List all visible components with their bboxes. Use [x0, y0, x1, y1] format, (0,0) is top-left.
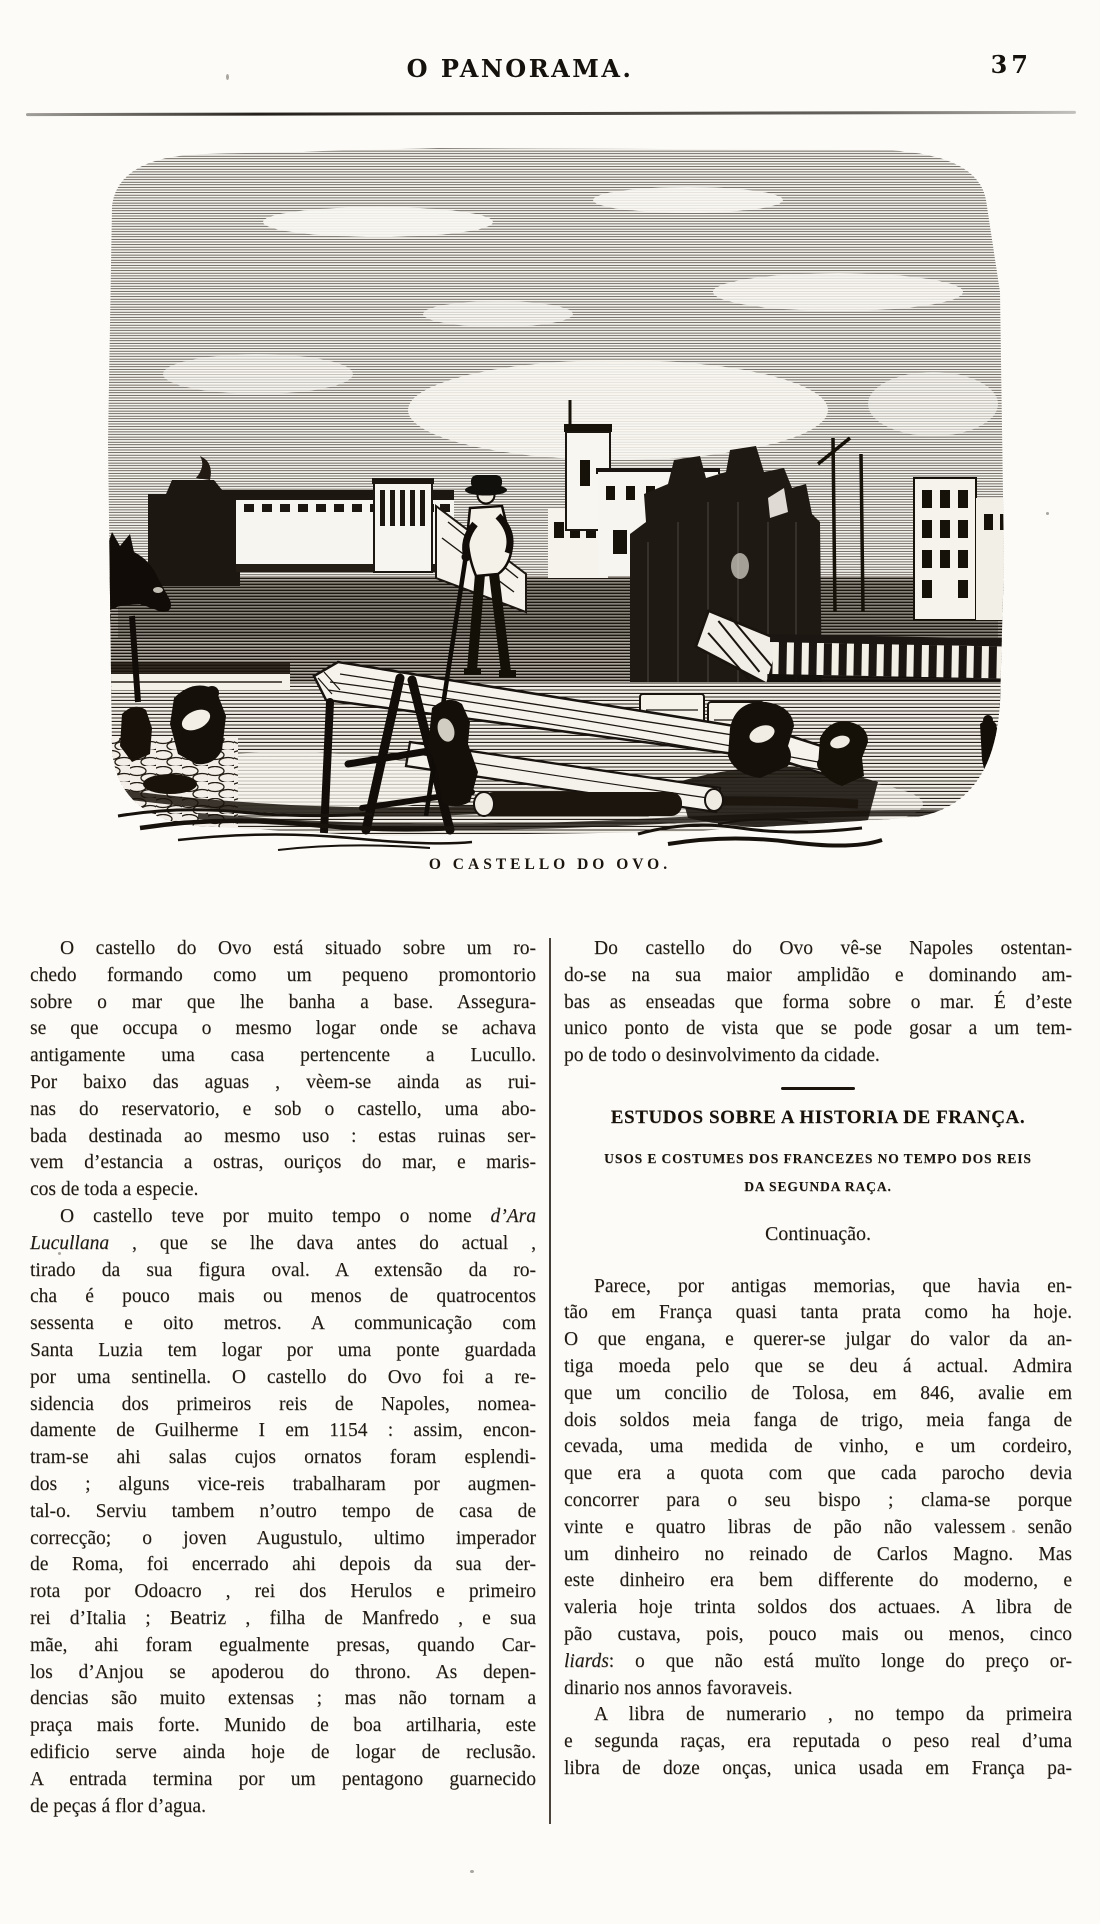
- continuation-label: Continuação.: [764, 1222, 872, 1245]
- text-line: tão em França quasi tanta prata como ha hoje.: [564, 1302, 1072, 1324]
- text-line: bada destinada ao mesmo uso : estas ruinas ser-: [30, 1125, 536, 1147]
- section-subtitle-line1: USOS E COSTUMES DOS FRANCEZES NO TEMPO DOS REIS: [604, 1150, 1032, 1166]
- text-line: se que occupa o mesmo logar onde se achava: [30, 1018, 536, 1040]
- header-rule: [26, 111, 1076, 116]
- text-line: tal-o. Serviu tambem n’outro tempo de casa de: [30, 1500, 536, 1522]
- text-line: do-se na sua maior amplidão e dominando am-: [564, 964, 1072, 986]
- text-line: antigamente uma casa pertencente a Lucullo.: [30, 1045, 536, 1067]
- text-line: mãe, ahi foram egualmente presas, quando Car-: [30, 1634, 536, 1656]
- text-line: pão custava, pois, pouco mais ou menos, cinco: [564, 1623, 1072, 1645]
- section-divider-rule: [781, 1087, 855, 1090]
- text-line: libra de doze onças, unica usada em França pa-: [564, 1757, 1072, 1779]
- woodcut-engraving: [78, 142, 1018, 868]
- text-line: de peças á flor d’agua.: [30, 1795, 206, 1817]
- text-line: dos ; alguns vice-reis trabalharam por augmen-: [30, 1473, 536, 1495]
- text-line: A libra de numerario , no tempo da primeira: [594, 1704, 1072, 1726]
- sea-shadow: [118, 582, 998, 638]
- text-line: unico ponto de vista que se pode gosar a um tem-: [564, 1018, 1072, 1040]
- text-line: vinte e quatro libras de pão não valessem senão: [564, 1516, 1072, 1538]
- section-title: ESTUDOS SOBRE A HISTORIA DE FRANÇA.: [610, 1106, 1026, 1128]
- text-line: dois soldos meia fanga de trigo, meia fanga de: [564, 1409, 1072, 1431]
- text-line: tiga moeda pelo que se deu á actual. Admira: [564, 1355, 1072, 1377]
- text-line: sidencia dos primeiros reis de Napoles, nomea-: [30, 1393, 536, 1415]
- text-line: vem d’estancia a ostras, ouriços do mar, e maris-: [30, 1152, 536, 1174]
- scan-speck: [1046, 512, 1049, 515]
- text-line: valeria hoje trinta soldos dos actuaes. A libra de: [564, 1597, 1072, 1619]
- engraving-vignette: [78, 142, 1018, 836]
- text-line: praça mais forte. Munido de boa artilharia, este: [30, 1715, 536, 1737]
- left-text-column: [30, 936, 536, 1820]
- text-line: Santa Luzia tem logar por uma ponte guardada: [30, 1339, 536, 1361]
- text-line: O que engana, e querer-se julgar do valor da an-: [564, 1329, 1072, 1351]
- scan-speck: [1012, 1530, 1015, 1533]
- text-line: que um concilio de Tolosa, em 846, avalie em: [564, 1382, 1072, 1404]
- text-line: bas as enseadas que forma sobre o mar. É d’este: [564, 991, 1072, 1013]
- text-line: chedo formando como um pequeno promontorio: [30, 964, 536, 986]
- section-subtitle-line2: DA SEGUNDA RAÇA.: [744, 1178, 892, 1194]
- text-line: liards: o que não está muïto longe do preço or-: [564, 1650, 1072, 1672]
- text-line: damente de Guilherme I em 1154 : assim, encon-: [30, 1420, 536, 1442]
- paragraph: [564, 936, 1072, 1070]
- text-line: tram-se ahi salas cujos ornatos foram esplendi-: [30, 1447, 536, 1469]
- text-line: cevada, uma medida de vinho, e um cordeiro,: [564, 1436, 1072, 1458]
- text-line: e segunda raças, era reputada o peso real d’uma: [564, 1731, 1072, 1753]
- text-line: O castello teve por muito tempo o nome d’Ara: [60, 1205, 536, 1227]
- text-line: sessenta e oito metros. A communicação com: [30, 1313, 536, 1335]
- text-line: los d’Anjou se apoderou do throno. As depen-: [30, 1661, 536, 1683]
- paragraph: [564, 1274, 1072, 1703]
- paragraph: [30, 1204, 536, 1820]
- text-line: correcção; o joven Augustulo, ultimo imperador: [30, 1527, 536, 1549]
- text-line: sobre o mar que lhe banha a base. Assegura-: [30, 991, 536, 1013]
- text-line: cha é pouco mais ou menos de quatrocentos: [30, 1286, 536, 1308]
- text-line: Parece, por antigas memorias, que havia en-: [594, 1275, 1072, 1297]
- text-line: Lucullana , que se lhe dava antes do actual ,: [30, 1232, 536, 1254]
- text-line: de Roma, foi encerrado ahi depois da sua der-: [30, 1554, 536, 1576]
- text-line: este dinheiro era bem differente do moderno, e: [564, 1570, 1072, 1592]
- paragraph: [564, 1702, 1072, 1782]
- castel-dell-ovo-engraving: [78, 142, 1018, 868]
- scan-speck: [58, 1252, 61, 1255]
- text-line: cos de toda a especie.: [30, 1179, 199, 1201]
- right-text-column: [564, 936, 1072, 1783]
- text-line: concorrer para o seu bispo ; clama-se porque: [564, 1489, 1072, 1511]
- text-line: A entrada termina por um pentagono guarnecido: [30, 1768, 536, 1790]
- page-number: 37: [990, 50, 1032, 79]
- text-line: O castello do Ovo está situado sobre um ro-: [60, 938, 536, 959]
- scan-speck: [470, 1870, 474, 1873]
- text-line: nas do reservatorio, e sob o castello, uma abo-: [30, 1098, 536, 1120]
- scan-speck: [226, 74, 229, 80]
- text-line: po de todo o desinvolvimento da cidade.: [564, 1045, 880, 1067]
- text-line: rota por Odoacro , rei dos Herulos e primeiro: [30, 1581, 536, 1603]
- paragraph: [30, 936, 536, 1204]
- column-divider-rule: [549, 938, 551, 1824]
- text-line: Por baixo das aguas , vèem-se ainda as rui-: [30, 1071, 536, 1093]
- engraving-caption: O CASTELLO DO OVO.: [428, 856, 672, 873]
- text-line: Do castello do Ovo vê-se Napoles ostentan-: [594, 938, 1072, 959]
- masthead-title: O PANORAMA.: [406, 54, 634, 83]
- text-line: um dinheiro no reinado de Carlos Magno. Mas: [564, 1543, 1072, 1565]
- text-line: que era a quota com que cada parocho devia: [564, 1463, 1072, 1485]
- text-line: edificio serve ainda hoje de logar de reclusão.: [30, 1741, 536, 1763]
- text-line: tirado da sua figura oval. A extensão da ro-: [30, 1259, 536, 1281]
- text-line: dinario nos annos favoraveis.: [564, 1677, 793, 1699]
- text-line: por uma sentinella. O castello do Ovo foi a re-: [30, 1366, 536, 1388]
- text-line: rei d’Italia ; Beatriz , filha de Manfredo , e sua: [30, 1607, 536, 1629]
- text-line: dencias são muito extensas ; mas não tornam a: [30, 1688, 536, 1710]
